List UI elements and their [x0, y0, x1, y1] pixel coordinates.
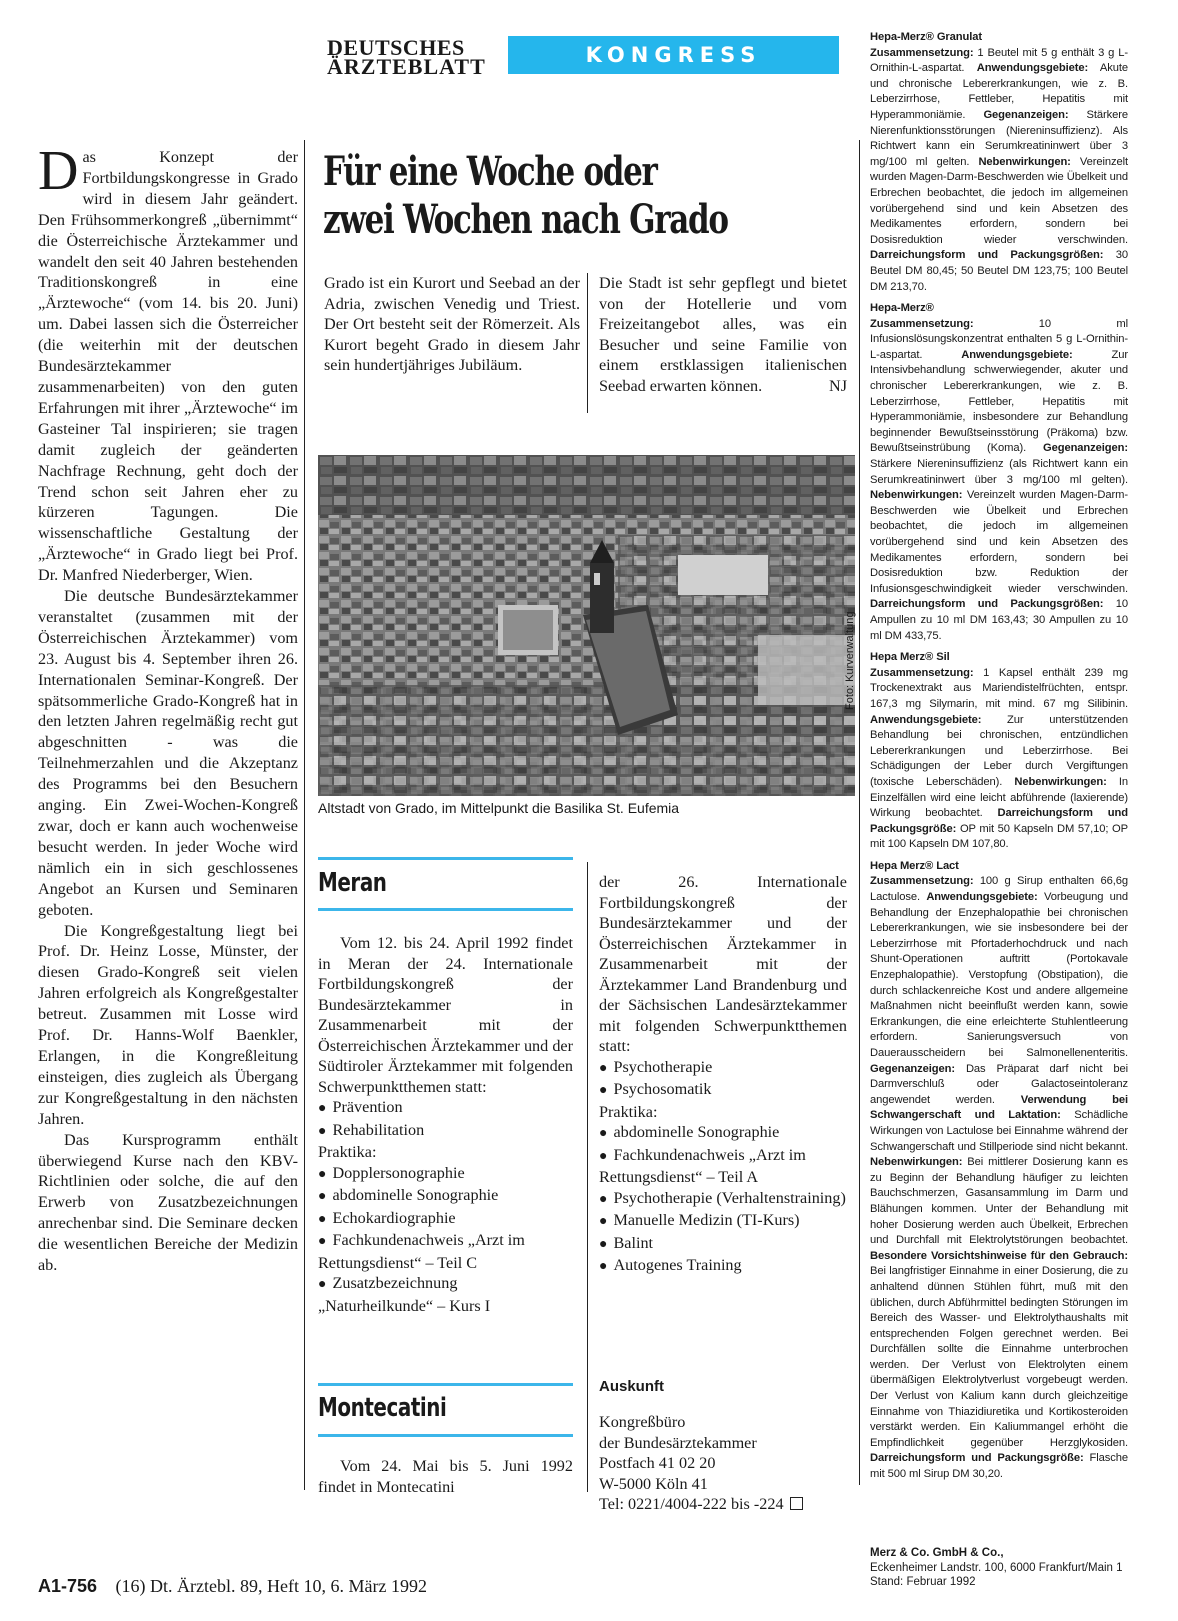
address-line: Postfach 41 02 20 — [599, 1454, 716, 1472]
montecatini-praktikum: ● Manuelle Medizin (TI-Kurs) — [599, 1210, 847, 1233]
section-banner: KONGRESS AKTUELL — [508, 36, 839, 74]
auskunft-label: Auskunft — [599, 1378, 664, 1395]
product-block: Hepa Merz® Lact Zusammensetzung: 100 g Sirup enthalten 66,6g Lactulose. Anwendungsgebiete: Vorbeugung und Behandlung der Enzephalopathie bei chronischen Lebererkrankungen, wie sie insbesondere bei der Leberzirrhose mit Pfortaderhochdruck und nach Shunt-Operationen auftritt (Portokavale Enzephalopathie). Verstopfung (Obstipation), die durch schlackenreiche Kost und andere allgemeine Maßnahmen nicht beeinflußt werden kann, sowie Erkrankungen, die eine erleichterte Stuhlentleerung erfordern. Sanierungsversuch von Dauerausscheidern bei Salmonellenenteritis. Gegenanzeigen: Das Präparat darf nicht bei Darmverschluß oder Galactoseintoleranz angewendet werden. Verwendung bei Schwangerschaft und Laktation: Schädliche Wirkungen von Lactulose bei Einnahme während der Schwangerschaft und Stillperiode sind nicht bekannt. Nebenwirkungen: Bei mittlerer Dosierung kann es zu Beginn der Behandlung häufiger zu leichten Bauchschmerzen, Gasansammlung im Darm und Blähungen kommen. Unter der Behandlung mit hoher Dosierung werden auch Übelkeit, Erbrechen und Durchfall mit Elektrolytstörungen beobachtet. Besondere Vorsichtshinweise für den Gebrauch: Bei langfristiger Einnahme in einer Dosierung, die zu anhaltend dünnen Stühlen führt, muß mit den üblichen, durch Abführmittel bedingten Störungen im Bereich des Wasser- und Elektrolythaushalts mit entsprechenden Folgen gerechnet werden. Bei Durchfällen sollte die Einnahme unterbrochen werden. Der Verlust von Elektrolyten einem übermäßigen Elektrolytverlust vorgebeugt werden. Der Verlust von Kalium kann durch gleichzeitige Einnahme von Thiazidiuretika und Kortikosteroiden verstärkt werden. Ein Kaliummangel erhöht die Empfindlichkeit gegenüber Herzglykosiden. Darreichungsform und Packungsgröße: Flasche mit 500 ml Sirup DM 30,20. — [870, 859, 1128, 1481]
product-block: Hepa Merz® Sil Zusammensetzung: 1 Kapsel enthält 239 mg Trockenextrakt aus Mariendistelfrüchten, entspr. 167,3 mg Silymarin, mit mind. 67 mg Silibinin. Anwendungsgebiete: Zur unterstützenden Behandlung bei chronischen, entzündlichen Lebererkrankungen und Leberzirrhose. Bei Schädigungen der Leber durch Vergiftungen (toxische Leberschäden). Nebenwirkungen: In Einzelfällen wird eine leicht abführende (laxierende) Wirkung beobachtet. Darreichungsform und Packungsgröße: OP mit 50 Kapseln DM 57,10; OP mit 100 Kapseln DM 107,80. — [870, 651, 1128, 851]
column-divider-right — [859, 140, 860, 1485]
meran-heading: Meran — [318, 868, 387, 898]
manufacturer-name: Merz & Co. GmbH & Co., — [870, 1547, 1004, 1559]
meran-praktikum: ● Fachkundenachweis „Arzt im Rettungsdienst“ – Teil C — [318, 1230, 573, 1273]
left-paragraph-2: Die deutsche Bundesärztekammer veranstaltet (zusammen mit der Österreichischen Ärztekammer) vom 23. August bis 4. September ihren 26. Internationalen Seminar-Kongreß. Der spätsommerliche Grado-Kongreß hat in den letzten Jahren regelmäßig recht gut abgeschnitten - was die Teilnehmerzahlen und die Akzeptanz des Programms bei den Besuchern anging. Ein Zwei-Wochen-Kongreß zwar, doch er kann auch wochenweise besucht werden. In jeder Woche wird nämlich ein in sich geschlossenes Angebot an Kursen und Seminaren geboten. — [38, 587, 298, 919]
headline-line1: Für eine Woche oder — [323, 148, 657, 195]
page-footer — [38, 1576, 427, 1597]
address-line: W-5000 Köln 41 — [599, 1474, 708, 1493]
montecatini-text: Vom 24. Mai bis 5. Juni 1992 findet in Montecatini — [318, 1457, 573, 1496]
left-paragraph-4: Das Kursprogramm enthält überwiegend Kurse nach den KBV-Richtlinien oder solche, die auf den Erwerb von Zusatzbezeichnungen anrechenbar sind. Die Seminare decken die wesentlichen Bereiche der Medizin ab. — [38, 1130, 298, 1275]
pharma-sidebar — [870, 30, 1128, 1483]
manufacturer-info — [870, 1546, 1128, 1590]
end-of-article-box-icon — [790, 1497, 803, 1510]
column-divider-bottom — [587, 862, 588, 1492]
product-block: Hepa-Merz® Granulat Zusammensetzung: 1 Beutel mit 5 g enthält 3 g L-Ornithin-L-aspartat. Anwendungsgebiete: Akute und chronische Lebererkrankungen, wie z. B. Leberzirrhose, Fettleber, Hepatitis mit Hyperammoniämie. Gegenanzeigen: Stärkere Nierenfunktionsstörungen (Niereninsuffizienz). Als Richtwert kann ein Serumkreatininwert über 3 mg/100 ml gelten. Nebenwirkungen: Vereinzelt wurden Magen-Darm-Beschwerden wie Übelkeit und Erbrechen beobachtet, die jedoch im allgemeinen vorübergehend sind und kein Absetzen des Medikamentes erfordern, sondern bei Dosisreduktion wieder verschwinden. Darreichungsform und Packungsgrößen: 30 Beutel DM 80,45; 50 Beutel DM 123,75; 100 Beutel DM 213,70. — [870, 31, 1128, 293]
left-paragraph-3: Die Kongreßgestaltung liegt bei Prof. Dr. Heinz Losse, Münster, der diesen Grado-Kongreß seit vielen Jahren erfolgreich als Kongreßgestalter betreut. Zusammen mit Losse wird Prof. Dr. Hanns-Wolf Baenkler, Erlangen, in die Kongreßleitung einsteigen, dies zugleich als Übergang zur Kongreßgestaltung in den nächsten Jahren. — [38, 921, 298, 1128]
meran-topic: ● Rehabilitation — [318, 1120, 573, 1143]
meran-rule-bottom — [318, 908, 573, 911]
meran-praktika-label: Praktika: — [318, 1143, 377, 1161]
meran-praktikum: ● abdominelle Sonographie — [318, 1185, 573, 1208]
product-block: Hepa-Merz® Zusammensetzung: 10 ml Infusionslösungskonzentrat enthalten 5 g L-Ornithin-L-aspartat. Anwendungsgebiete: Zur Intensivbehandlung schwerwiegender, akuter und chronischer Lebererkrankungen, wie z. B. Leberzirrhose, Fettleber, Hepatitis mit Hyperammoniämie, insbesondere zur Behandlung beginnender Bewußtseinsstörung (Präkoma) bzw. Bewußtseinstrübung (Koma). Gegenanzeigen: Stärkere Niereninsuffizienz (als Richtwert kann ein Serumkreatininwert über 3 mg/100 ml gelten). Nebenwirkungen: Vereinzelt wurden Magen-Darm-Beschwerden wie Übelkeit und Erbrechen beobachtet, die jedoch im allgemeinen vorübergehend sind und kein Absetzen des Medikamentes erfordern, sondern bei Dosisreduktion bzw. Reduktion der Infusionsgeschwindigkeit wieder verschwinden. Darreichungsform und Packungsgrößen: 10 Ampullen zu 10 ml DM 163,43; 30 Ampullen zu 10 ml DM 433,75. — [870, 302, 1128, 642]
product-name: Hepa-Merz® — [870, 302, 934, 315]
citation: (16) Dt. Ärztebl. 89, Heft 10, 6. März 1992 — [115, 1576, 427, 1596]
intro-left: Grado ist ein Kurort und Seebad an der Adria, zwischen Venedig und Triest. Der Ort besteht seit der Römerzeit. Als Kurort begeht Grado in diesem Jahr sein hundertjähriges Jubiläum. — [324, 274, 580, 375]
meran-body — [318, 933, 573, 1316]
intro-right: Die Stadt ist sehr gepflegt und bietet von der Hotellerie und vom Freizeitangebot alles, was ein Besucher und seine Familie von einem erstklassigen italienischen Seebad erwarten können. NJ — [599, 274, 847, 395]
address-line: Tel: 0221/4004-222 bis -224 — [599, 1494, 849, 1515]
product-name: Hepa-Merz® Granulat — [870, 31, 983, 43]
photo-caption: Altstadt von Grado, im Mittelpunkt die Basilika St. Eufemia — [318, 800, 680, 816]
meran-text: Vom 12. bis 24. April 1992 findet in Meran der 24. Internationale Fortbildungskongreß der Bundesärztekammer in Zusammenarbeit mit der Österreichischen Ärztekammer und der Südtiroler Ärztekammer mit folgenden Schwerpunktthemen statt: — [318, 934, 573, 1096]
montecatini-rule-bottom — [318, 1434, 573, 1437]
masthead-title-line2: ÄRZTEBLATT — [327, 54, 486, 79]
montecatini-continued: der 26. Internationale Fortbildungskongreß der Bundesärztekammer und der Österreichischen Ärztekammer in Zusammenarbeit mit der Ärztekammer Land Brandenburg und der Sächsischen Landesärztekammer mit folgenden Schwerpunktthemen statt: — [599, 873, 847, 1055]
manufacturer-address: Eckenheimer Landstr. 100, 6000 Frankfurt/Main 1 — [870, 1561, 1123, 1574]
meran-praktikum: ● Echokardiographie — [318, 1208, 573, 1231]
page-number: A1-756 — [38, 1576, 98, 1596]
montecatini-praktikum: ● Psychotherapie (Verhaltenstraining) — [599, 1188, 847, 1211]
grado-aerial-photo — [318, 455, 855, 796]
meran-praktikum: ● Zusatzbezeichnung „Naturheilkunde“ – Kurs I — [318, 1273, 573, 1316]
meran-praktikum: ● Dopplersonographie — [318, 1163, 573, 1186]
montecatini-rule-top — [318, 1383, 573, 1386]
montecatini-topic: ● Psychosomatik — [599, 1079, 847, 1102]
montecatini-topic: ● Psychotherapie — [599, 1057, 847, 1080]
headline-line2: zwei Wochen nach Grado — [323, 196, 728, 243]
article-headline — [323, 148, 770, 244]
left-paragraph-1: Das Konzept der Fortbildungskongresse in Grado wird in diesem Jahr geändert. Den Frühsommerkongreß „übernimmt“ die Österreichische Ärztekammer und wandelt den seit 40 Jahren bestehenden Traditionskongreß in eine „Ärztewoche“ (vom 14. bis 20. Juni) um. Dabei lassen sich die Österreicher (die weiterhin mit der deutschen Bundesärztekammer zusammenarbeiten) von den guten Erfahrungen mit ihrer „Ärztewoche“ im Gasteiner Tal inspirieren; sie tragen damit zugleich der geänderten Nachfrage Rechnung, geht doch der Trend schon seit Jahren eher zu kürzeren Tagungen. Die wissenschaftliche Gestaltung der „Ärztewoche“ in Grado liegt bei Prof. Dr. Manfred Niederberger, Wien. — [38, 140, 298, 585]
column-divider-left — [304, 140, 305, 1490]
masthead-logo — [327, 35, 497, 79]
intro-divider — [587, 273, 588, 413]
montecatini-praktika-label: Praktika: — [599, 1102, 658, 1121]
drop-cap: D — [38, 140, 79, 202]
right-lower-column — [599, 872, 847, 1278]
address-line: Kongreßbüro — [599, 1413, 686, 1431]
address-line: der Bundesärztekammer — [599, 1433, 757, 1452]
meran-topic: ● Prävention — [318, 1097, 573, 1120]
manufacturer-stand: Stand: Februar 1992 — [870, 1576, 976, 1588]
photo-credit: Foto: Kurverwaltung — [844, 611, 856, 710]
montecatini-heading: Montecatini — [318, 1393, 447, 1423]
montecatini-praktikum: ● Balint — [599, 1233, 847, 1256]
left-column — [38, 140, 298, 1276]
masthead-title-line1: DEUTSCHES — [327, 35, 465, 60]
montecatini-praktikum: ● abdominelle Sonographie — [599, 1122, 847, 1145]
montecatini-praktikum: ● Fachkundenachweis „Arzt im Rettungsdienst“ – Teil A — [599, 1145, 847, 1188]
product-name: Hepa Merz® Lact — [870, 859, 959, 872]
product-name: Hepa Merz® Sil — [870, 651, 950, 664]
meran-rule-top — [318, 857, 573, 860]
contact-address — [599, 1412, 849, 1515]
author-signature: NJ — [829, 376, 847, 395]
montecatini-praktikum: ● Autogenes Training — [599, 1255, 847, 1278]
